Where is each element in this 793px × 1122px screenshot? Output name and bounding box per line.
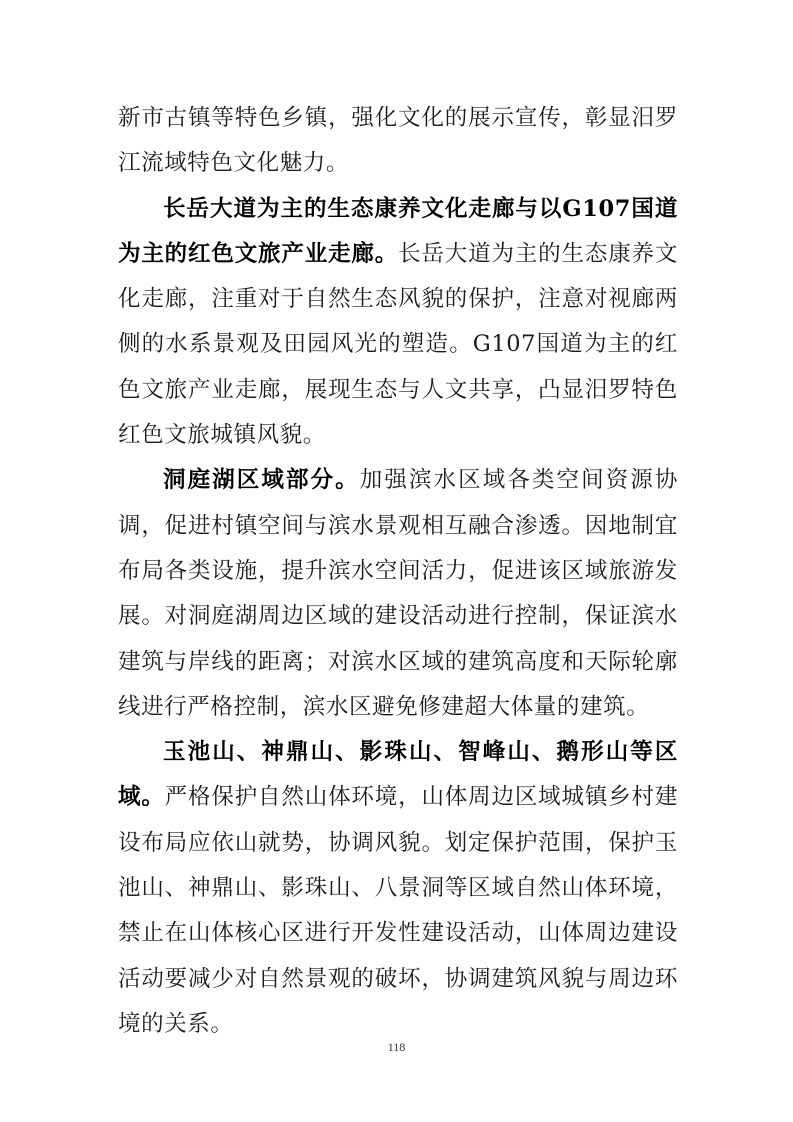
paragraph-corridors [118,187,678,459]
paragraph-text: 加强滨水区域各类空间资源协调，促进村镇空间与滨水景观相互融合渗透。因地制宜布局各类设施，提升滨水空间活力，促进该区域旅游发展。对洞庭湖周边区域的建设活动进行控制，保证滨水建筑与岸线的距离；对滨水区域的建筑高度和天际轮廓线进行严格控制，滨水区避免修建超大体量的建筑。 [118,467,678,720]
paragraph-dongting-lake [118,458,678,730]
paragraph-heading: 洞庭湖区域部分。 [163,467,360,494]
paragraph-text: 长岳大道为主的生态康养文化走廊，注重对于自然生态风貌的保护，注意对视廊两侧的水系景观及田园风光的塑造。G107国道为主的红色文旅产业走廊，展现生态与人文共享，凸显汨罗特色红色文旅城镇风貌。 [118,240,679,449]
paragraph-heading: 玉池山、神鼎山、影珠山、智峰山、鹅形山等区域。 [118,739,678,811]
document-body [118,96,678,1047]
paragraph-continuation [118,96,678,187]
paragraph-text: 新市古镇等特色乡镇，强化文化的展示宣传，彰显汨罗江流域特色文化魅力。 [118,105,678,177]
page-number: 118 [387,1040,406,1054]
paragraph-heading: 长岳大道为主的生态康养文化走廊与以G107国道为主的红色文旅产业走廊。 [118,195,678,267]
paragraph-mountains [118,730,678,1047]
paragraph-text: 严格保护自然山体环境，山体周边区域城镇乡村建设布局应依山就势，协调风貌。划定保护范围，保护玉池山、神鼎山、影珠山、八景洞等区域自然山体环境，禁止在山体核心区进行开发性建设活动，山体周边建设活动要减少对自然景观的破坏，协调建筑风貌与周边环境的关系。 [118,784,678,1037]
